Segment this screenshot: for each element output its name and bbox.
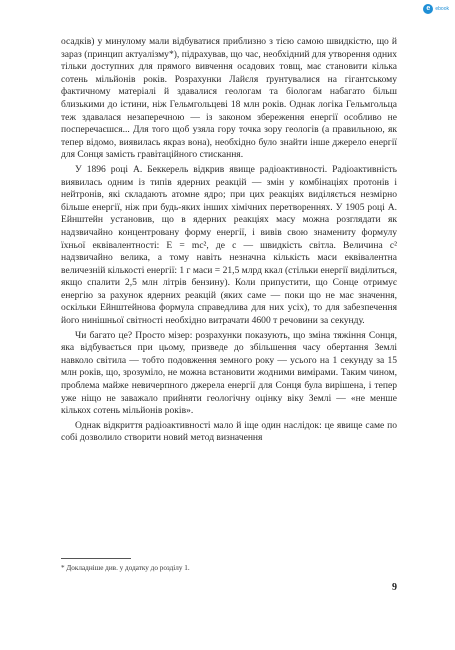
footnote: * Докладніше див. у додатку до розділу 1. bbox=[61, 564, 190, 572]
page-number: 9 bbox=[392, 582, 397, 593]
page-body bbox=[61, 36, 397, 445]
circle-logo-icon: e bbox=[423, 4, 433, 14]
badge-text: ebook bbox=[435, 6, 449, 12]
paragraph-1: осадків) у минулому мали відбуватися приблизно з тією самою швидкістю, що й зараз (принцип актуалізму*), підрахував, що час, необхідний для утворення одних тільки доступних для прямого вивчення осадових товщ, має становити кілька сотень мільйонів років. Розрахунки Лайєля ґрунтувалися на гігантському фактичному матеріалі й здавалися геологам та біологам набагато більш близькими до істини, ніж Гельмгольцеві 18 млн років. Однак логіка Гельмгольца теж здавалася незаперечною — із законом збереження енергії особливо не посперечаєшся... Для того щоб узяла гору точка зору геологів (а правильною, як тепер відомо, виявилась якраз вона), необхідно було знайти інше джерело енергії для Сонця замість гравітаційного стискання. bbox=[61, 36, 397, 161]
paragraph-2: У 1896 році А. Беккерель відкрив явище радіоактивності. Радіоактивність виявилась одним із типів ядерних реакцій — змін у комбінаціях протонів і нейтронів, які складають атомне ядро; при цих реакціях виділяється незмірно більше енергії, ніж при будь-яких інших хімічних перетвореннях. У 1905 році А. Ейнштейн установив, що в ядерних реакціях масу можна розглядати як надзвичайно концентровану форму енергії, і вивів свою знамениту формулу їхньої еквівалентності: E = mc², де c — швидкість світла. Величина c² надзвичайно велика, а тому навіть незначна кількість маси еквівалентна величезній кількості енергії: 1 г маси = 21,5 млрд ккал (стільки енергії виділиться, якщо спалити 2,5 млн літрів бензину). Коли припустити, що Сонце отримує енергію за рахунок ядерних реакцій (яких саме — поки що не має значення, оскільки Ейнштейнова формула справедлива для них усіх), то для забезпечення його нинішньої світності необхідно витрачати 4600 т речовини за секунду. bbox=[61, 163, 397, 327]
paragraph-4: Однак відкриття радіоактивності мало й іще один наслідок: це явище саме по собі дозволило створити новий метод визначення bbox=[61, 419, 397, 444]
publisher-badge bbox=[423, 4, 449, 14]
paragraph-3: Чи багато це? Просто мізер: розрахунки показують, що зміна тяжіння Сонця, яка відбувається при цьому, призведе до збільшення часу обертання Землі навколо світила — тобто подовження земного року — усього на 1 секунду за 15 млн років, що, зрозуміло, не можна встановити жодними вимірами. Таким чином, проблема майже невичерпного джерела енергії для Сонця була вирішена, і тепер уже ніщо не заважало прийняти геологічну оцінку віку Землі — «не менше кількох сотень мільйонів років». bbox=[61, 329, 397, 417]
footnote-divider bbox=[61, 558, 131, 559]
